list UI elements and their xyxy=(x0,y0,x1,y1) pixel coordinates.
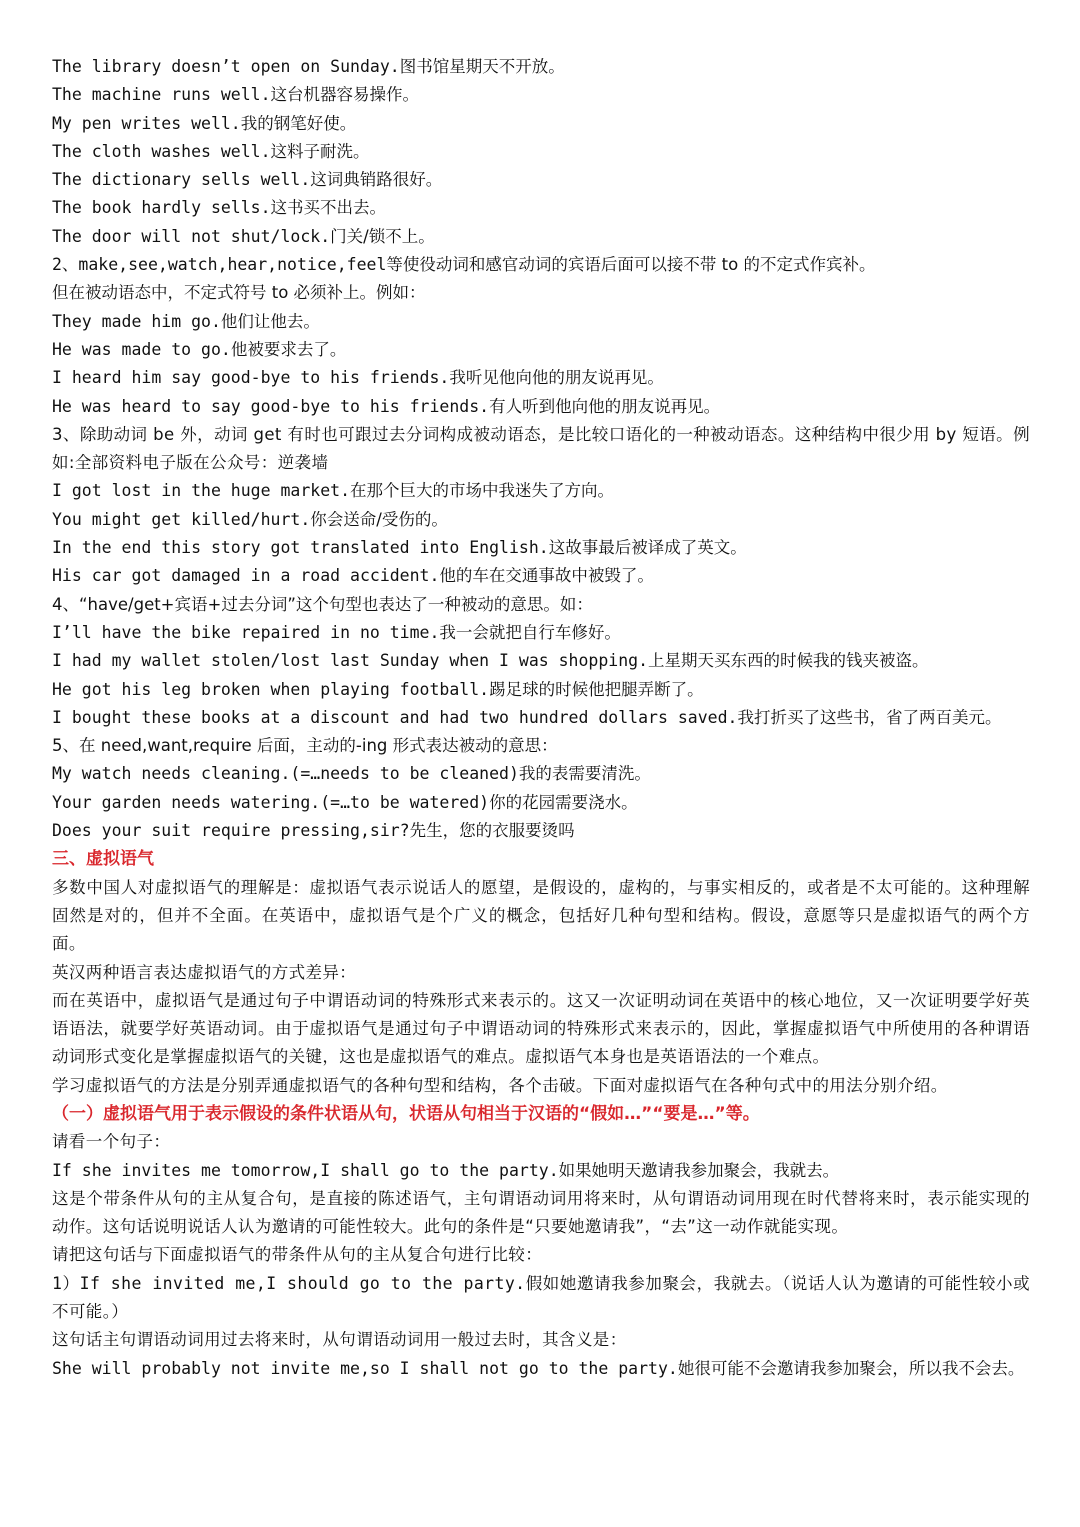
analysis-paragraph: 这是个带条件从句的主从复合句，是直接的陈述语气，主句谓语动词用将来时，从句谓语动词用现在时代替将来时，表示能实现的动作。这句话说明说话人认为邀请的可能性较大。此句的条件是“只要她邀请我”，“去”这一动作就能实现。 xyxy=(52,1188,1030,1237)
example-line: They made him go.他们让他去。 xyxy=(52,311,320,331)
example-line: He got his leg broken when playing football.踢足球的时候他把腿弄断了。 xyxy=(52,679,704,699)
example-line: He was heard to say good-bye to his friends.有人听到他向他的朋友说再见。 xyxy=(52,396,721,416)
example-line: I’ll have the bike repaired in no time.我一会就把自行车修好。 xyxy=(52,622,621,642)
example-line: Your garden needs watering.(=…to be watered)你的花园需要浇水。 xyxy=(52,792,638,812)
section-heading: 三、虚拟语气 xyxy=(52,849,154,870)
example-list-1 xyxy=(52,53,1030,421)
comparison-line: 英汉两种语言表达虚拟语气的方式差异： xyxy=(52,962,357,982)
compare-prompt: 请把这句话与下面虚拟语气的带条件从句的主从复合句进行比较： xyxy=(52,1245,543,1265)
rule-line-2-cont: 但在被动语态中，不定式符号 to 必须补上。例如： xyxy=(52,283,426,303)
example-line: My watch needs cleaning.(=…needs to be cleaned)我的表需要清洗。 xyxy=(52,764,651,784)
meaning-line: 这句话主句谓语动词用过去将来时，从句谓语动词用一般过去时，其含义是： xyxy=(52,1330,627,1350)
rule-line-5: 5、在 need,want,require 后面，主动的-ing 形式表达被动的意思： xyxy=(52,736,558,756)
example-sentence-2: 1）If she invited me,I should go to the party.假如她邀请我参加聚会，我就去。（说话人认为邀请的可能性较小或不可能。） xyxy=(52,1273,1031,1322)
explanation-paragraph: 而在英语中，虚拟语气是通过句子中谓语动词的特殊形式来表示的。这又一次证明动词在英语中的核心地位，又一次证明要学好英语语法，就要学好英语动词。由于虚拟语气是通过句子中谓语动词的特殊形式来表示的，因此，掌握虚拟语气中所使用的各种谓语动词形式变化是掌握虚拟语气的关键，这也是虚拟语气的难点。虚拟语气本身也是英语语法的一个难点。 xyxy=(52,990,1030,1067)
example-line: I got lost in the huge market.在那个巨大的市场中我迷失了方向。 xyxy=(52,481,615,501)
subsection-heading: （一）虚拟语气用于表示假设的条件状语从句，状语从句相当于汉语的“假如…”“要是…”等。 xyxy=(52,1103,760,1124)
example-line: I had my wallet stolen/lost last Sunday when I was shopping.上星期天买东西的时候我的钱夹被盗。 xyxy=(52,651,929,671)
example-line: The book hardly sells.这书买不出去。 xyxy=(52,198,387,218)
rule-line-2: 2、make,see,watch,hear,notice,feel等使役动词和感官动词的宾语后面可以接不带 to 的不定式作宾补。 xyxy=(52,255,876,275)
example-line: Does your suit require pressing,sir?先生，您的衣服要烫吗 xyxy=(52,821,575,841)
example-line: I bought these books at a discount and had two hundred dollars saved.我打折买了这些书，省了两百美元。 xyxy=(52,707,1002,727)
example-line: He was made to go.他被要求去了。 xyxy=(52,339,347,359)
prompt-line: 请看一个句子： xyxy=(52,1132,171,1152)
example-line: His car got damaged in a road accident.他的车在交通事故中被毁了。 xyxy=(52,566,654,586)
method-paragraph: 学习虚拟语气的方法是分别弄通虚拟语气的各种句型和结构，各个击破。下面对虚拟语气在各种句式中的用法分别介绍。 xyxy=(52,1075,948,1095)
example-line: In the end this story got translated into English.这故事最后被译成了英文。 xyxy=(52,538,747,558)
example-list-2 xyxy=(52,477,1030,845)
example-line: The cloth washes well.这料子耐洗。 xyxy=(52,141,370,161)
intro-paragraph: 多数中国人对虚拟语气的理解是：虚拟语气表示说话人的愿望，是假设的，虚构的，与事实相反的，或者是不太可能的。这种理解固然是对的，但并不全面。在英语中，虚拟语气是个广义的概念，包括好几种句型和结构。假设，意愿等只是虚拟语气的两个方面。 xyxy=(52,877,1030,954)
example-line: The door will not shut/lock.门关/锁不上。 xyxy=(52,226,435,246)
example-line: My pen writes well.我的钢笔好使。 xyxy=(52,113,357,133)
rule-paragraph-3: 3、除助动词 be 外，动词 get 有时也可跟过去分词构成被动语态，是比较口语化的一种被动语态。这种结构中很少用 by 短语。例如:全部资料电子版在公众号：逆袭墙 xyxy=(52,424,1030,473)
example-line: You might get killed/hurt.你会送命/受伤的。 xyxy=(52,509,448,529)
example-sentence-1: If she invites me tomorrow,I shall go to the party.如果她明天邀请我参加聚会，我就去。 xyxy=(52,1160,840,1180)
example-line: The machine runs well.这台机器容易操作。 xyxy=(52,85,420,105)
example-line: I heard him say good-bye to his friends.我听见他向他的朋友说再见。 xyxy=(52,368,664,388)
example-sentence-3: She will probably not invite me,so I shall not go to the party.她很可能不会邀请我参加聚会，所以我不会去。 xyxy=(52,1358,1025,1378)
example-line: The library doesn’t open on Sunday.图书馆星期天不开放。 xyxy=(52,57,565,76)
rule-line-4: 4、“have/get+宾语+过去分词”这个句型也表达了一种被动的意思。如： xyxy=(52,594,593,614)
example-line: The dictionary sells well.这词典销路很好。 xyxy=(52,170,443,190)
